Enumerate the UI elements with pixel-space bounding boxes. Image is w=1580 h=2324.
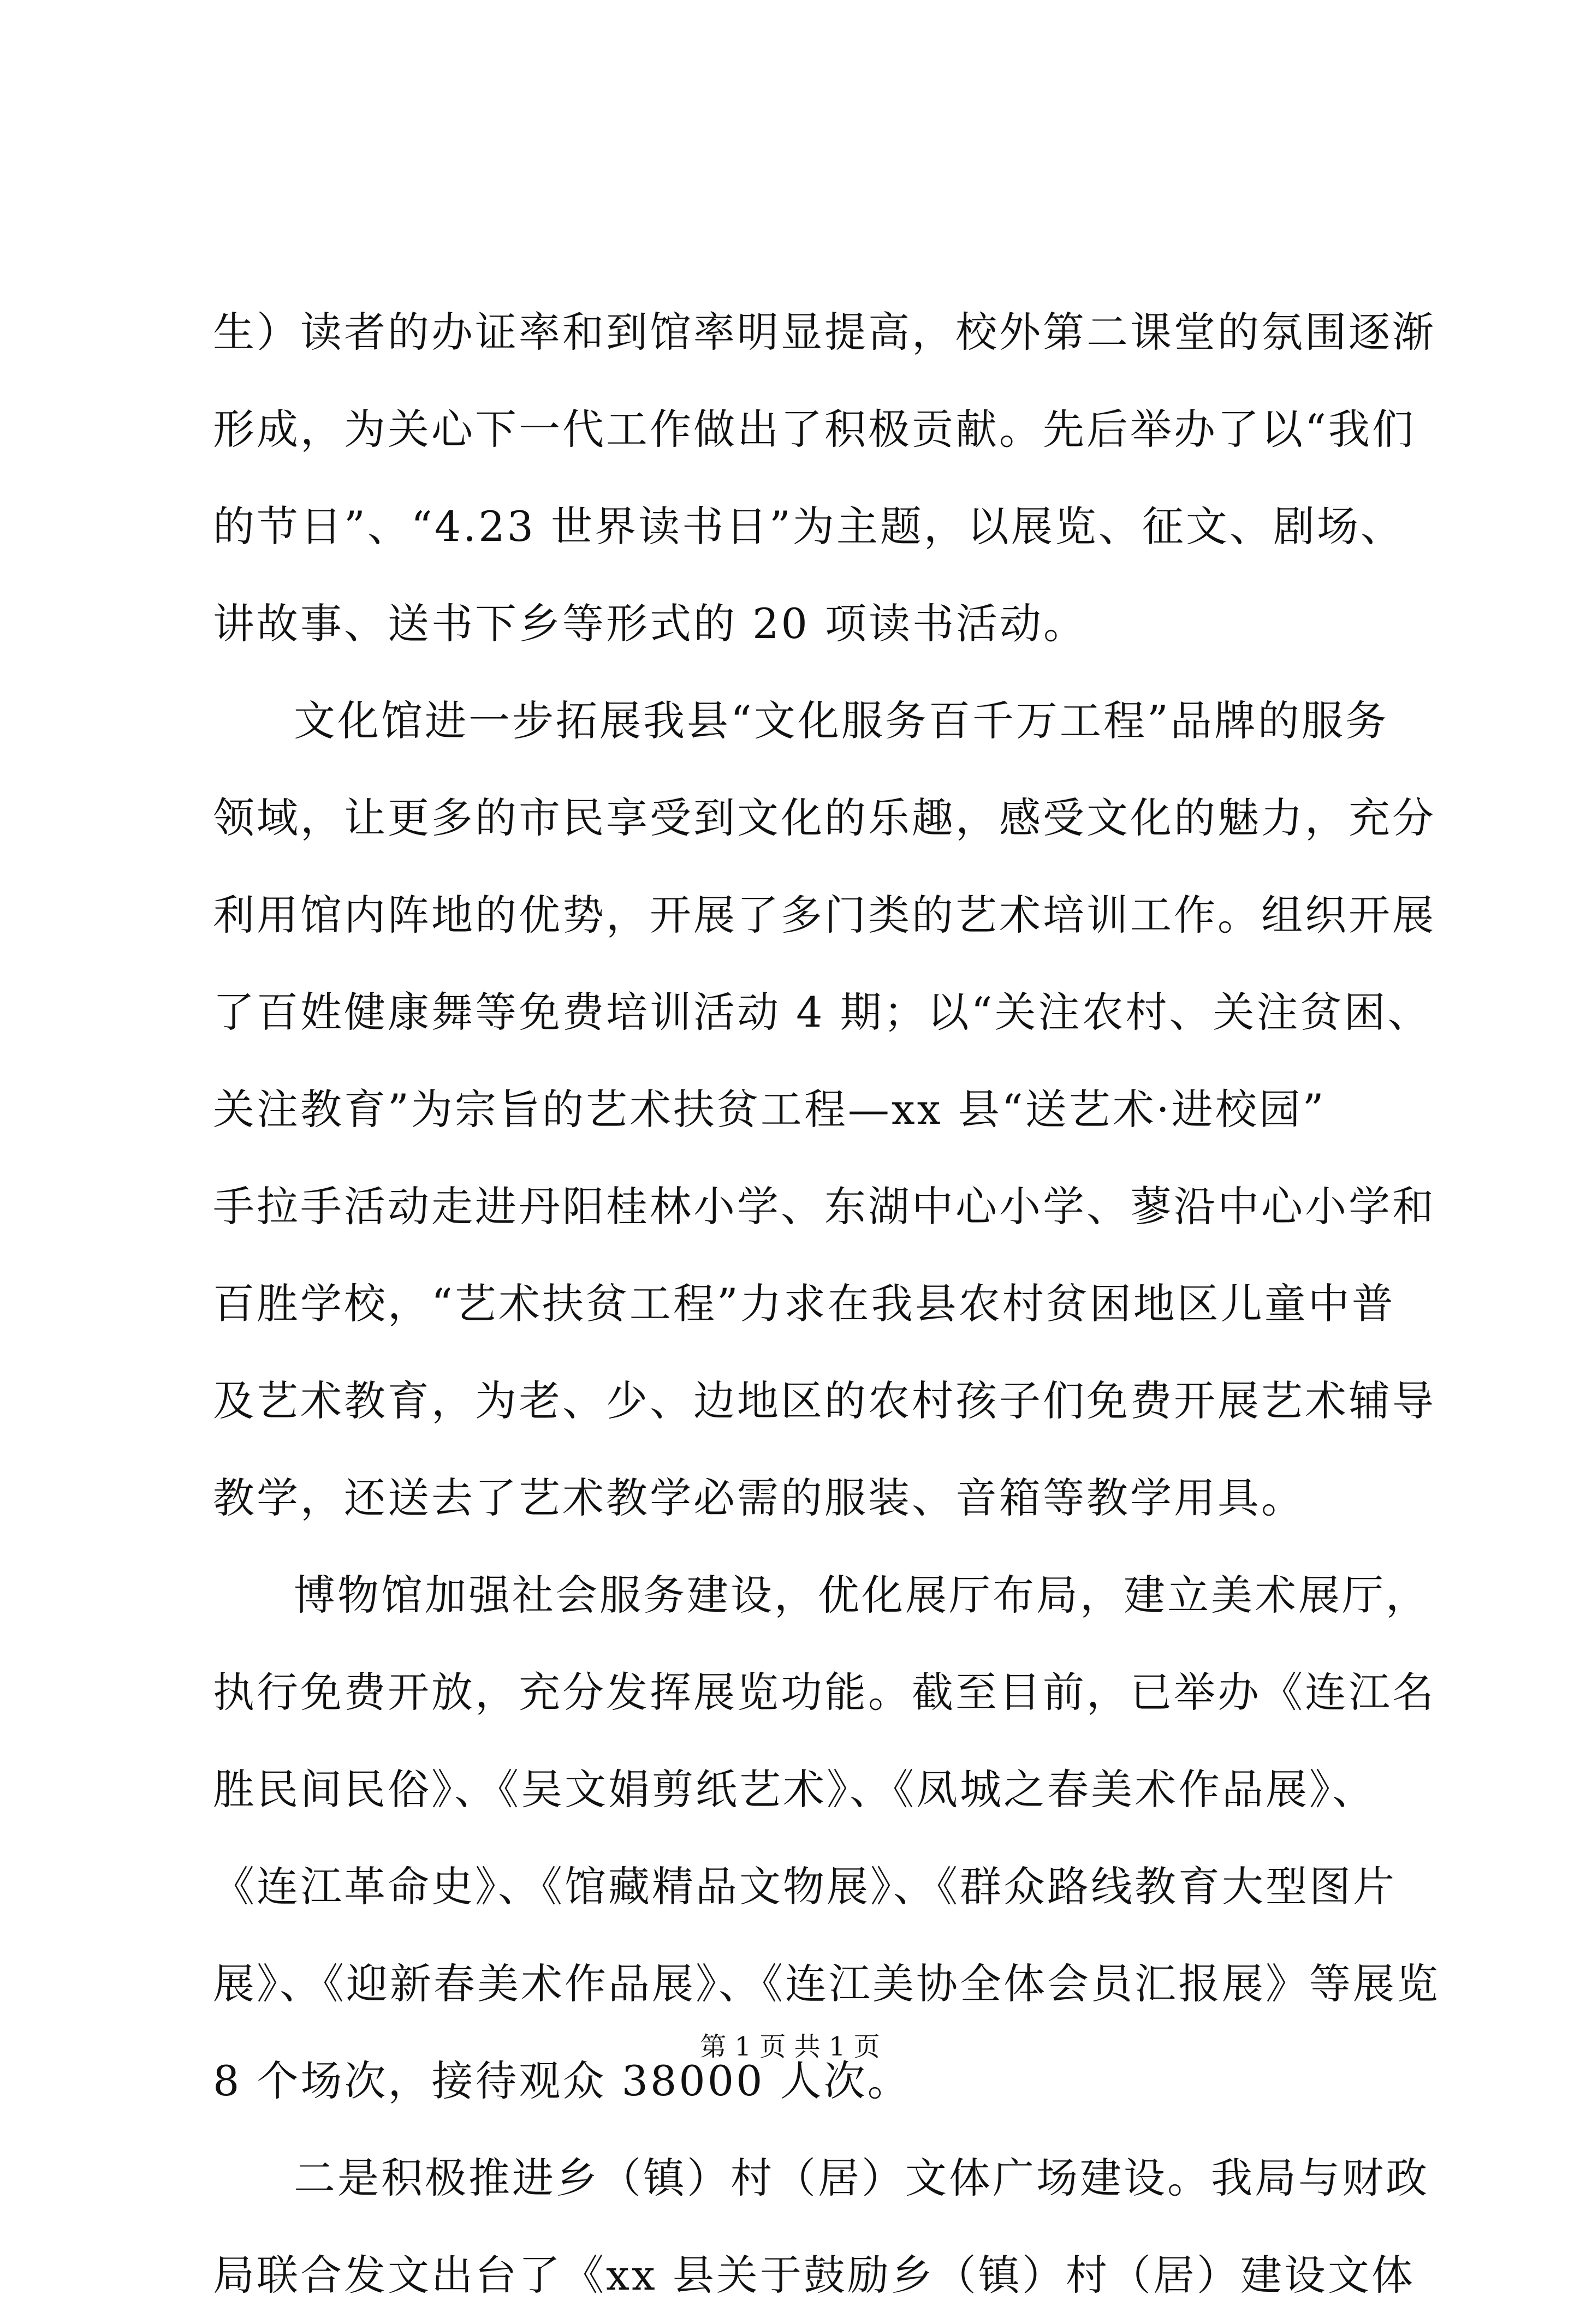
text-line: 局联合发文出台了《xx 县关于鼓励乡（镇）村（居）建设文体 [213, 2251, 1415, 2299]
text-line: 执行免费开放，充分发挥展览功能。截至目前，已举办《连江名 [213, 1668, 1436, 1717]
paragraph-first-line: 博物馆加强社会服务建设，优化展厅布局，建立美术展厅， [294, 1571, 1429, 1619]
paragraph-first-line: 文化馆进一步拓展我县“文化服务百千万工程”品牌的服务 [294, 696, 1389, 745]
paragraph-first-line: 二是积极推进乡（镇）村（居）文体广场建设。我局与财政 [294, 2154, 1429, 2202]
page-footer: 第 1 页 共 1 页 [700, 2031, 880, 2062]
text-line: 形成，为关心下一代工作做出了积极贡献。先后举办了以“我们 [213, 405, 1416, 454]
text-line: 《连江革命史》、《馆藏精品文物展》、《群众路线教育大型图片 [213, 1862, 1397, 1911]
text-line: 讲故事、送书下乡等形式的 20 项读书活动。 [213, 599, 1088, 648]
text-line: 展》、《迎新春美术作品展》、《连江美协全体会员汇报展》等展览 [213, 1959, 1440, 2008]
text-line: 关注教育”为宗旨的艺术扶贫工程—xx 县“送艺术·进校园” [213, 1085, 1326, 1134]
text-line: 及艺术教育，为老、少、边地区的农村孩子们免费开展艺术辅导 [213, 1376, 1436, 1425]
text-line: 生）读者的办证率和到馆率明显提高，校外第二课堂的氛围逐渐 [213, 308, 1436, 356]
text-line: 教学，还送去了艺术教学必需的服装、音箱等教学用具。 [213, 1474, 1305, 1522]
text-line: 的节日”、“4.23 世界读书日”为主题，以展览、征文、剧场、 [213, 502, 1404, 551]
text-line: 领域，让更多的市民享受到文化的乐趣，感受文化的魅力，充分 [213, 794, 1436, 842]
text-line: 了百姓健康舞等免费培训活动 4 期；以“关注农村、关注贫困、 [213, 988, 1431, 1036]
text-line: 8 个场次，接待观众 38000 人次。 [213, 2057, 911, 2105]
document-body [213, 284, 1440, 2324]
text-line: 利用馆内阵地的优势，开展了多门类的艺术培训工作。组织开展 [213, 891, 1436, 939]
text-line: 胜民间民俗》、《吴文娟剪纸艺术》、《凤城之春美术作品展》、 [213, 1765, 1376, 1814]
text-line: 百胜学校，“艺术扶贫工程”力求在我县农村贫困地区儿童中普 [213, 1279, 1395, 1328]
text-line: 手拉手活动走进丹阳桂林小学、东湖中心小学、蓼沿中心小学和 [213, 1182, 1436, 1231]
